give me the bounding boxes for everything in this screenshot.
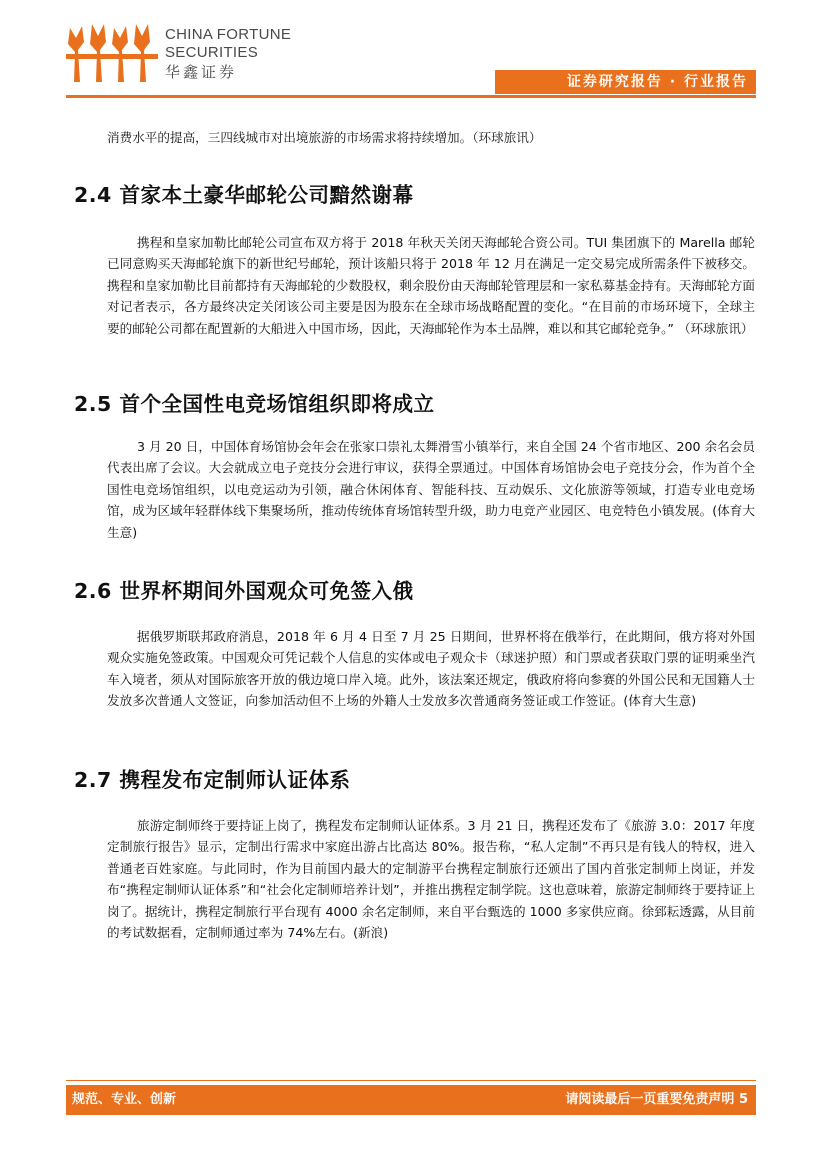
company-logo <box>66 20 158 86</box>
section-paragraph-2-7: 旅游定制师终于要持证上岗了，携程发布定制师认证体系。3 月 21 日，携程还发布了《旅游 3.0：2017 年度定制旅行报告》显示，定制出行需求中家庭出游占比高达 80%。报告称，“私人定制”不再只是有钱人的特权，进入普通老百姓家庭。与此同时，作为目前国内最大的定制游平台携程定制旅行还颁出了国内首张定制师上岗证，并发布“携程定制师认证体系”和“社会化定制师培养计划”，并推出携程定制学院。这也意味着，旅游定制师终于要持证上岗了。据统计，携程定制旅行平台现有 4000 余名定制师，来自平台甄选的 1000 多家供应商。徐郅耘透露，从目前的考试数据看，定制师通过率为 74%左右。(新浪) <box>107 818 755 941</box>
section-heading-2-5: 2.5 首个全国性电竞场馆组织即将成立 <box>74 392 435 416</box>
section-paragraph-2-4: 携程和皇家加勒比邮轮公司宣布双方将于 2018 年秋天关闭天海邮轮合资公司。TUI 集团旗下的 Marella 邮轮已同意购买天海邮轮旗下的新世纪号邮轮，预计该船只将于 2018 年 12 月在满足一定交易完成所需条件下被移交。携程和皇家加勒比目前都持有天海邮轮的少数股权，剩余股份由天海邮轮管理层和一家私募基金持有。天海邮轮方面对记者表示，各方最终决定关闭该公司主要是因为股东在全球市场战略配置的变化。“在目前的市场环境下，全球主要的邮轮公司都在配置新的大船进入中国市场，因此，天海邮轮作为本土品牌，难以和其它邮轮竞争。” （环球旅讯） <box>107 235 755 336</box>
brand-name-en-line1: CHINA FORTUNE <box>165 26 292 43</box>
footer-bar <box>66 1085 756 1115</box>
footer-disclaimer-page: 请阅读最后一页重要免责声明 5 <box>565 1092 748 1107</box>
brand-name-cn: 华鑫证券 <box>165 63 238 81</box>
section-paragraph-2-6: 据俄罗斯联邦政府消息，2018 年 6 月 4 日至 7 月 25 日期间，世界杯将在俄举行，在此期间，俄方将对外国观众实施免签政策。中国观众可凭记载个人信息的实体或电子观众卡（球迷护照）和门票或者获取门票的证明乘坐汽车入境者，须从对国际旅客开放的俄边境口岸入境。此外，该法案还规定，俄政府将向参赛的外国公民和无国籍人士发放多次普通人文签证，向参加活动但不上场的外籍人士发放多次普通商务签证或工作签证。(体育大生意) <box>107 629 755 709</box>
footer-divider <box>66 1080 756 1081</box>
header-divider <box>66 95 756 98</box>
section-heading-2-6: 2.6 世界杯期间外国观众可免签入俄 <box>74 579 414 603</box>
section-heading-2-4: 2.4 首家本土豪华邮轮公司黯然谢幕 <box>74 183 414 207</box>
intro-paragraph: 消费水平的提高，三四线城市对出境旅游的市场需求将持续增加。（环球旅讯） <box>107 130 542 145</box>
section-heading-2-7: 2.7 携程发布定制师认证体系 <box>74 768 351 792</box>
brand-block <box>165 26 291 81</box>
brand-name-en-line2: SECURITIES <box>165 44 259 61</box>
section-paragraph-2-5: 3 月 20 日，中国体育场馆协会年会在张家口崇礼太舞滑雪小镇举行，来自全国 24 个省市地区、200 余名会员代表出席了会议。大会就成立电子竞技分会进行审议，获得全票通过。中国体育场馆协会电子竞技分会，作为首个全国性电竞场馆组织，以电竞运动为引领，融合休闲体育、智能科技、互动娱乐、文化旅游等领域，打造专业电竞场馆，成为区域年轻群体线下集聚场所，推动传统体育场馆转型升级，助力电竞产业园区、电竞特色小镇发展。(体育大生意) <box>107 439 755 540</box>
footer-motto: 规范、专业、创新 <box>72 1092 177 1107</box>
report-type-banner: 证券研究报告 · 行业报告 <box>495 70 756 94</box>
